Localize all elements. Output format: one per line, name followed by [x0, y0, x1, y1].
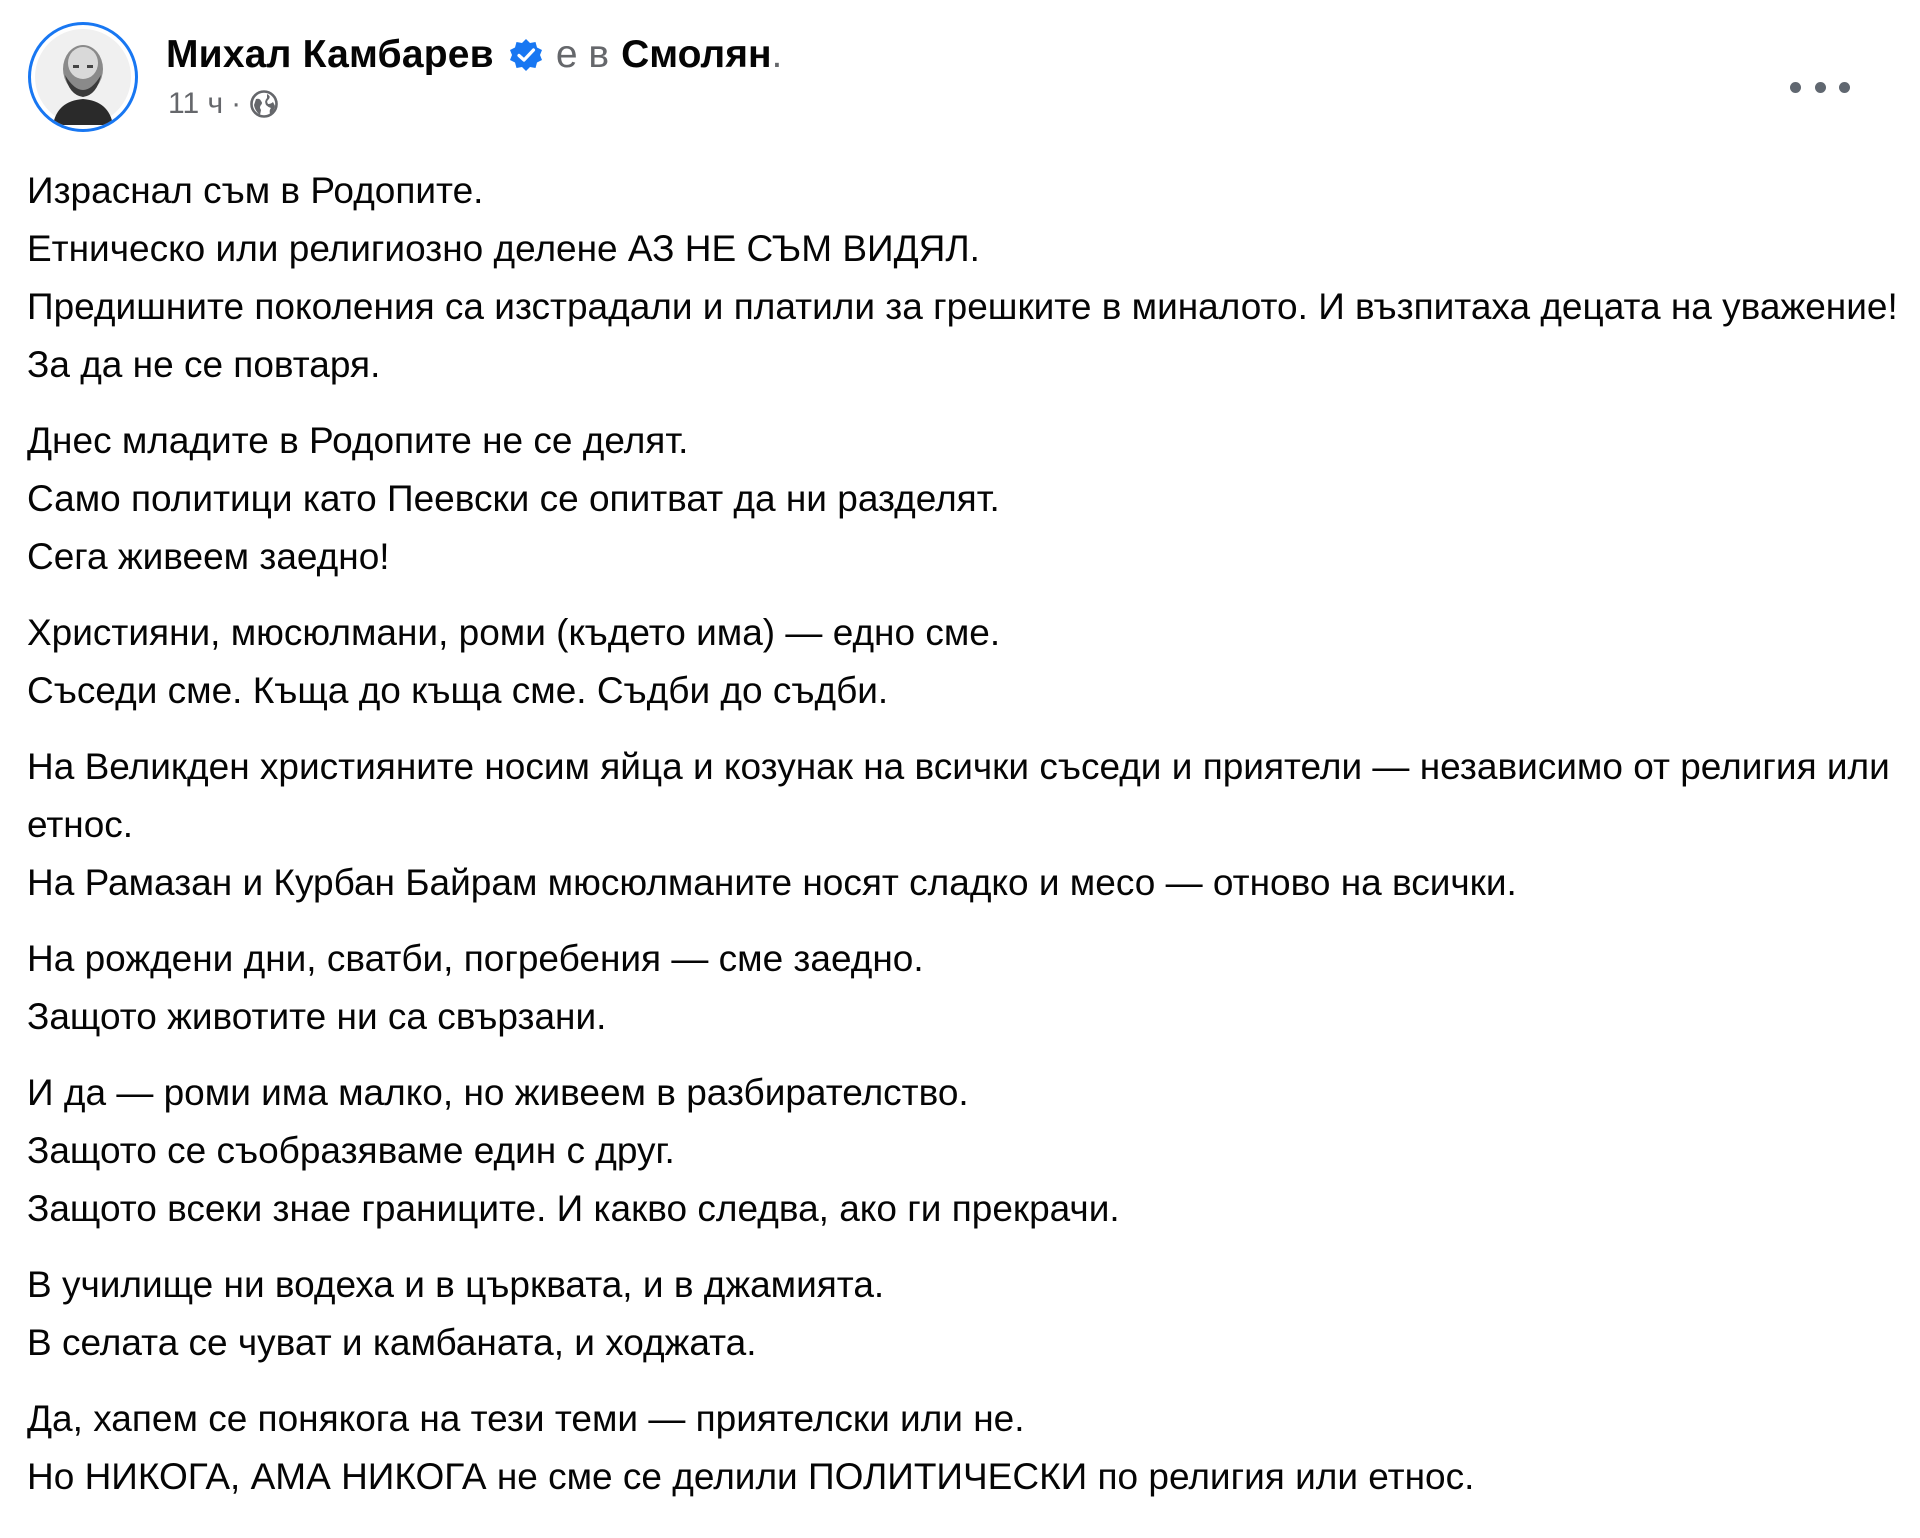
- post-text-line: Израснал съм в Родопите.: [27, 170, 484, 211]
- post-text-line: Защото всеки знае границите. И какво следва, ако ги прекрачи.: [27, 1188, 1120, 1229]
- post-text-line: На Рамазан и Курбан Байрам мюсюлманите носят сладко и месо — отново на всички.: [27, 862, 1517, 903]
- post-paragraph: [27, 1064, 1907, 1238]
- avatar-image: [35, 29, 131, 125]
- more-options-icon[interactable]: [1790, 72, 1850, 102]
- post-paragraph: [27, 162, 1907, 394]
- post-body: [27, 162, 1907, 1524]
- more-dot: [1839, 82, 1850, 93]
- more-dot: [1815, 82, 1826, 93]
- post-paragraph: [27, 604, 1907, 720]
- meta-separator: ·: [231, 87, 242, 120]
- location-link[interactable]: Смолян: [621, 33, 772, 76]
- post-text-line: В селата се чуват и камбаната, и ходжата.: [27, 1322, 757, 1363]
- post-text-line: На рождени дни, сватби, погребения — сме заедно.: [27, 938, 924, 979]
- is-in-text: е в: [555, 33, 610, 76]
- author-name[interactable]: Михал Камбарев: [166, 33, 494, 76]
- author-avatar[interactable]: [28, 22, 138, 132]
- post-meta: [168, 84, 279, 124]
- post-header: [28, 22, 1888, 142]
- post-text-line: Сега живеем заедно!: [27, 536, 390, 577]
- post-text-line: Защото се съобразяваме един с друг.: [27, 1130, 675, 1171]
- post-text-line: Християни, мюсюлмани, роми (където има) — едно сме.: [27, 612, 1001, 653]
- post-paragraph: [27, 930, 1907, 1046]
- post-text-line: В училище ни водеха и в църквата, и в джамията.: [27, 1264, 885, 1305]
- more-dot: [1790, 82, 1801, 93]
- globe-icon[interactable]: [249, 89, 279, 119]
- post-paragraph: [27, 412, 1907, 586]
- post-text-line: Само политици като Пеевски се опитват да ни разделят.: [27, 478, 1000, 519]
- post-text-line: Днес младите в Родопите не се делят.: [27, 420, 689, 461]
- location-period: .: [771, 33, 783, 76]
- post-paragraph: [27, 1390, 1907, 1506]
- post-text-line: Защото животите ни са свързани.: [27, 996, 607, 1037]
- post-text-line: Но НИКОГА, АМА НИКОГА не сме се делили ПОЛИТИЧЕСКИ по религия или етнос.: [27, 1456, 1475, 1497]
- post-text-line: Предишните поколения са изстрадали и платили за грешките в миналото. И възпитаха децата на уважение! За да не се повтаря.: [27, 286, 1898, 385]
- post-timestamp[interactable]: 11 ч: [168, 87, 224, 120]
- verified-badge-icon: [508, 37, 544, 73]
- post-text-line: И да — роми има малко, но живеем в разбирателство.: [27, 1072, 969, 1113]
- post-text-line: Етническо или религиозно делене АЗ НЕ СЪМ ВИДЯЛ.: [27, 228, 980, 269]
- author-line: [166, 28, 782, 82]
- post-paragraph: [27, 1256, 1907, 1372]
- post-paragraph: [27, 738, 1907, 912]
- post-text-line: На Великден християните носим яйца и козунак на всички съседи и приятели — независимо от религия или етнос.: [27, 746, 1890, 845]
- post-text-line: Да, хапем се понякога на тези теми — приятелски или не.: [27, 1398, 1025, 1439]
- post-text-line: Съседи сме. Къща до къща сме. Съдби до съдби.: [27, 670, 889, 711]
